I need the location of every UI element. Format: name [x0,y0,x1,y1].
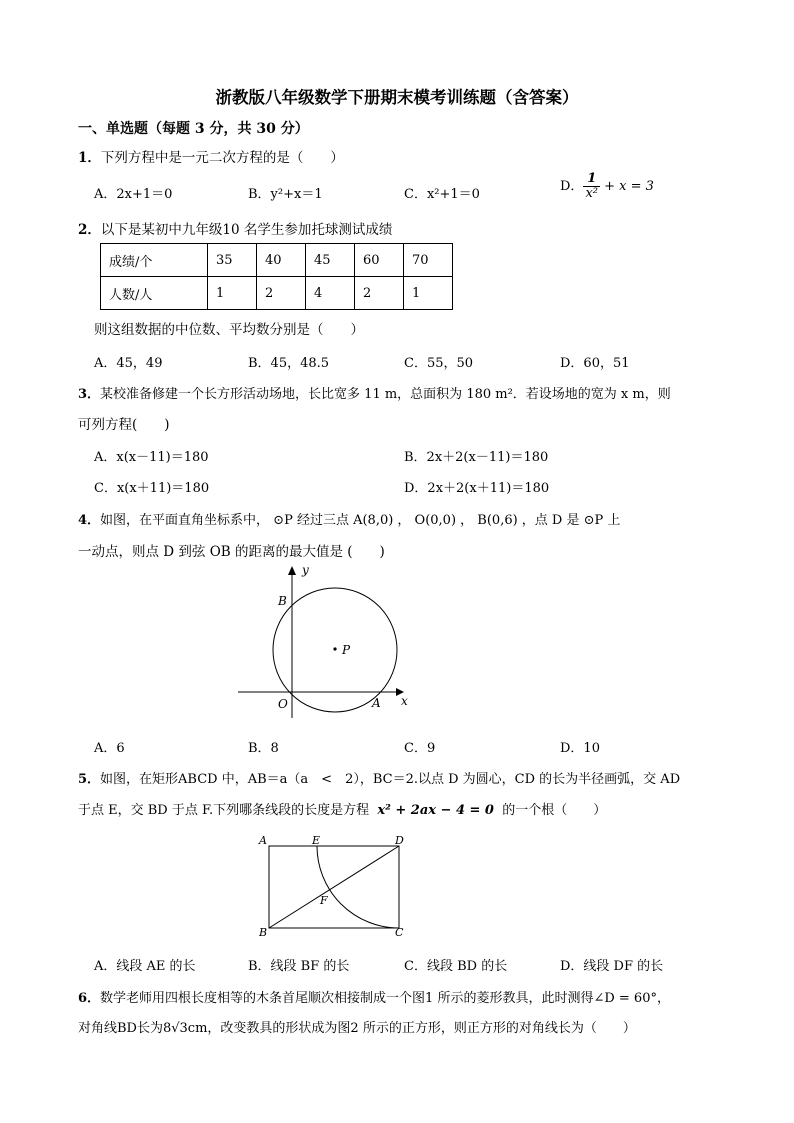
question-number: 2． [78,222,101,238]
option-c: C．x(x＋11)＝180 [94,481,210,496]
question-stem-end: 的一个根（ ） [502,803,607,818]
table-cell: 2 [355,277,404,310]
fraction [583,172,600,201]
question-3 [78,383,671,402]
option-a: A．2x+1＝0 [94,187,173,202]
label-a: A [259,834,267,847]
option-d-label: D． [560,179,584,194]
question-1 [78,146,344,166]
table-cell: 60 [355,244,404,277]
question-4 [78,509,620,528]
table-cell: 70 [404,244,453,277]
question-number: 5． [78,772,101,787]
option-d: D．2x＋2(x＋11)＝180 [404,481,550,496]
question-2-ask: 则这组数据的中位数、平均数分别是（ ） [94,322,364,338]
option-d: D．60，51 [560,356,630,371]
option-c: C．9 [404,741,436,756]
table-cell: 成绩/个 [101,244,208,277]
label-y: y [302,563,309,577]
option-d: D．线段 DF 的长 [560,959,664,974]
label-a: A [372,696,381,710]
label-x: x [401,694,408,708]
label-b: B [278,594,287,608]
option-a: A．线段 AE 的长 [94,959,196,974]
section-heading: 一、单选题（每题 3 分，共 30 分） [78,121,309,137]
table-cell: 45 [306,244,355,277]
option-a: A．x(x－11)＝180 [94,450,209,465]
option-c: C．x²+1＝0 [404,187,480,202]
question-stem: 如图，在矩形ABCD 中，AB＝a（a < 2），BC＝2.以点 D 为圆心，CD 的长为半径画弧，交 AD [100,772,681,787]
arc-ec [317,846,399,928]
option-c: C．线段 BD 的长 [404,959,508,974]
option-b: B．2x＋2(x－11)＝180 [404,450,549,465]
question-number: 6． [78,991,101,1006]
label-p: P [342,643,351,657]
table-cell: 1 [404,277,453,310]
question-stem: 数学老师用四根长度相等的木条首尾顺次相接制成一个图1 所示的菱形教具，此时测得∠D = 60°， [100,991,670,1006]
question-5 [78,768,680,787]
question-stem: 如图，在平面直角坐标系中， ⊙P 经过三点 A(8,0) ， O(0,0) ， B(0,6) ，点 D 是 ⊙P 上 [100,513,621,528]
center-point [333,647,336,650]
rectangle-diagram [255,832,415,940]
table-cell: 35 [208,244,257,277]
option-d-rest: + x = 3 [604,179,654,194]
option-a: A．45，49 [94,356,163,371]
question-4-line2: 一动点，则点 D 到弦 OB 的距离的最大值是 ( ) [78,544,385,560]
score-table [100,243,453,310]
question-6-line2: 对角线BD长为8√3cm，改变教具的形状成为图2 所示的正方形，则正方形的对角线长为（ ） [78,1021,636,1036]
equation: x² + 2ax − 4 = 0 [377,803,494,818]
page-title: 浙教版八年级数学下册期末模考训练题（含答案） [215,88,579,107]
table-cell: 2 [257,277,306,310]
label-e: E [312,834,321,847]
option-c: C．55，50 [404,356,474,371]
option-a: A．6 [94,741,125,756]
question-5-line2 [78,799,606,818]
question-number: 4． [78,513,101,528]
question-6 [78,987,670,1006]
table-cell: 4 [306,277,355,310]
label-f: F [320,894,328,907]
label-c: C [395,926,404,939]
question-stem: 下列方程中是一元二次方程的是（ ） [100,150,344,166]
option-b: B．y²+x＝1 [248,187,323,202]
question-3-line2: 可列方程( ) [78,417,170,433]
option-b: B．线段 BF 的长 [248,959,350,974]
label-o: O [278,697,288,711]
fraction-numerator: 1 [583,172,600,187]
option-d: D．10 [560,741,600,756]
y-axis-arrow-icon [288,566,296,575]
question-stem: 于点 E，交 BD 于点 F.下列哪条线段的长度是方程 [78,803,370,818]
option-b: B．45，48.5 [248,356,330,371]
circle-diagram [232,560,412,720]
table-cell: 人数/人 [101,277,208,310]
option-d [560,172,654,201]
label-d: D [395,834,404,847]
question-2 [78,218,392,238]
table-cell: 40 [257,244,306,277]
diagonal-bd [269,846,399,928]
fraction-denominator: x² [585,186,598,201]
label-b: B [259,926,268,939]
question-stem: 以下是某初中九年级10 名学生参加托球测试成绩 [100,222,393,238]
table-row [101,244,453,277]
table-row [101,277,453,310]
question-stem: 某校准备修建一个长方形活动场地，长比宽多 11 m，总面积为 180 m²．若设场地的宽为 x m，则 [100,387,671,402]
question-number: 1． [78,150,101,166]
table-cell: 1 [208,277,257,310]
option-b: B．8 [248,741,279,756]
question-number: 3． [78,387,101,402]
